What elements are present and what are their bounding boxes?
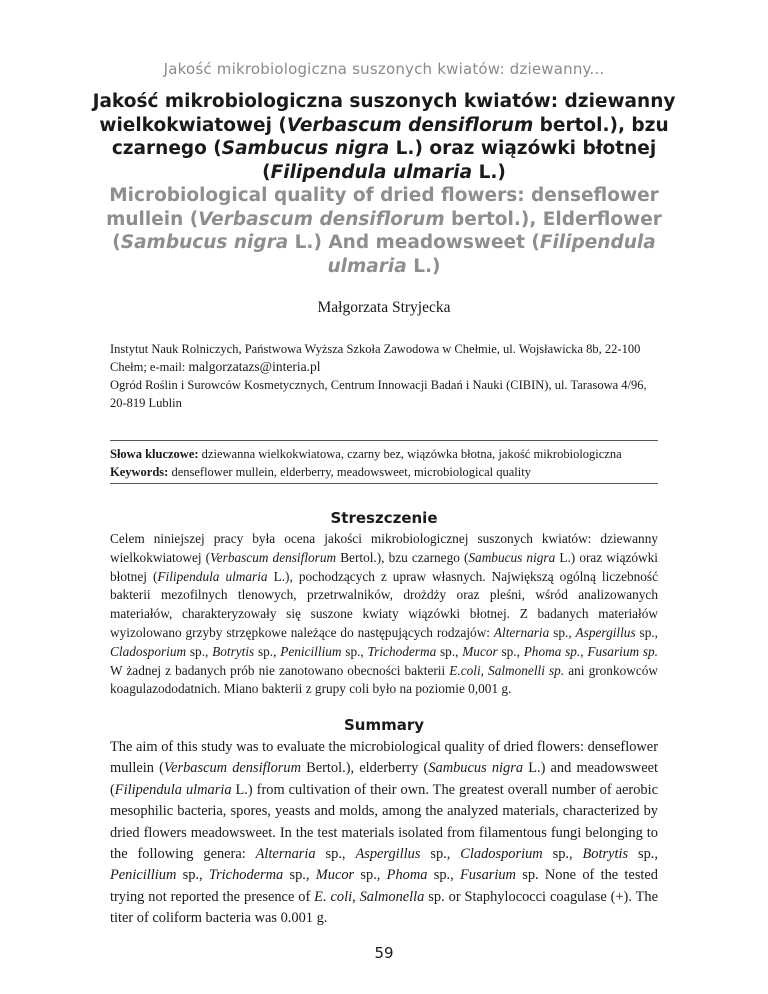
abstract-text: sp., xyxy=(436,643,463,659)
title-text: L.) xyxy=(406,255,441,277)
abstract-text: L.) and meadowsweet ( xyxy=(110,760,658,798)
species-name: E. coli xyxy=(314,888,353,905)
title-text: Microbiological quality of dried flowers: denseflower mullein ( xyxy=(106,185,659,230)
title-italic: Verbascum densiflorum xyxy=(198,208,445,230)
keywords-text: dziewanna wielkokwiatowa, czarny bez, wiązówka błotna, jakość mikrobiologiczna xyxy=(198,447,622,461)
abstract-text: ani gronkowców koagulazododatnich. Miano bakterii z grupy coli było na poziomie 0,001 g. xyxy=(110,662,658,697)
streszczenie-heading: Streszczenie xyxy=(330,509,438,527)
title-text: L.) And meadowsweet ( xyxy=(288,232,540,253)
genus-name: Trichoderma xyxy=(208,867,284,884)
abstract-text: The aim of this study was to evaluate the microbiological quality of dried flowers: denseflower mullein ( xyxy=(110,739,658,777)
author-email: malgorzatazs@interia.pl xyxy=(188,359,321,374)
abstract-text: Bertol.), bzu czarnego ( xyxy=(336,549,469,565)
species-name: E.coli, Salmonelli sp. xyxy=(449,662,565,678)
genus-name: Aspergillus xyxy=(575,624,636,640)
genus-name: Botrytis xyxy=(582,846,629,863)
keywords-block xyxy=(110,445,658,481)
species-name: Verbascum densiflorum xyxy=(163,760,301,777)
genus-name: Alternaria xyxy=(493,624,550,640)
genus-name: Penicillium xyxy=(110,867,177,884)
genus-name: Fusarium xyxy=(459,867,516,884)
page-number: 59 xyxy=(374,944,394,962)
genus-name: Mucor xyxy=(315,867,355,884)
genus-name: Cladosporium xyxy=(110,643,187,659)
abstract-text: Bertol.), elderberry ( xyxy=(300,760,429,777)
abstract-text: L.) from cultivation of their own. The greatest overall number of aerobic mesophilic bacteria, spores, yeasts and molds, among the analyzed materials, characterized by dried flowers meadowsweet. In the test materials isolated from filamentous fungi belonging to the following genera: xyxy=(110,781,658,863)
abstract-text: sp., xyxy=(635,624,659,640)
abstract-text: sp., xyxy=(186,643,213,659)
abstract-text: sp., xyxy=(497,643,524,659)
genus-name: Phoma xyxy=(386,867,428,884)
genus-name: Alternaria xyxy=(255,846,316,863)
genus-name: Cladosporium xyxy=(460,846,543,863)
title-italic: Sambucus nigra xyxy=(221,138,390,159)
title-text: Jakość mikrobiologiczna suszonych kwiatów: dziewanny wielkokwiatowej ( xyxy=(92,91,676,136)
abstract-text: sp., xyxy=(354,867,387,884)
abstract-text: sp., xyxy=(315,846,356,863)
title-italic: Filipendula ulmaria xyxy=(270,161,473,183)
author-name: Małgorzata Stryjecka xyxy=(317,299,451,316)
genus-name: Penicillium xyxy=(280,643,342,659)
streszczenie-body xyxy=(110,530,658,699)
abstract-text: sp., xyxy=(549,624,576,640)
species-name: Sambucus nigra xyxy=(468,549,556,565)
species-name: Filipendula ulmaria xyxy=(157,568,268,584)
species-name: Sambucus nigra xyxy=(428,760,524,777)
title-text: bertol.), bzu czarnego ( xyxy=(111,114,669,159)
title-polish xyxy=(90,90,678,184)
genus-name: Phoma sp., Fusarium sp. xyxy=(523,643,658,659)
affiliation xyxy=(110,340,658,412)
abstract-text: L.) oraz wiązówki błotnej ( xyxy=(110,549,658,584)
abstract-text: sp., xyxy=(420,846,461,863)
genus-name: Botrytis xyxy=(212,643,255,659)
abstract-text: sp., xyxy=(341,643,368,659)
genus-name: Aspergillus xyxy=(355,846,421,863)
species-name: Filipendula ulmaria xyxy=(114,781,232,798)
abstract-text: sp. None of the tested trying not reported the presence of xyxy=(110,867,658,905)
abstract-text: L.), pochodzących z upraw własnych. Największą ogólną liczebność bakterii mezofilnych tlenowych, przetrwalników, drożdży oraz pleśni, wśród analizowanych materiałów, charakteryzowały się suszone kwiaty wiązówki błotnej. Z badanych materiałów wyizolowano grzyby strzępkowe należące do następujących rodzajów: xyxy=(110,568,658,640)
divider-top xyxy=(110,440,658,441)
affiliation-text: Ogród Roślin i Surowców Kosmetycznych, Centrum Innowacji Badań i Nauki (CIBIN), ul. Tarasowa 4/96, 20-819 Lublin xyxy=(110,378,647,410)
keywords-label: Keywords: xyxy=(110,465,169,479)
genus-name: Trichoderma xyxy=(367,643,437,659)
abstract-text: sp., xyxy=(254,643,281,659)
title-text: L.) oraz wiązówki błotnej ( xyxy=(262,138,657,183)
abstract-text: Celem niniejszej pracy była ocena jakości mikrobiologicznej suszonych kwiatów: dziewanny wielkokwiatowej ( xyxy=(110,531,658,565)
abstract-text: sp., xyxy=(628,846,658,863)
abstract-text: sp., xyxy=(542,846,583,863)
running-header: Jakość mikrobiologiczna suszonych kwiatów: dziewanny... xyxy=(163,60,605,78)
summary-heading: Summary xyxy=(343,716,425,734)
title-text: L.) xyxy=(472,161,506,183)
abstract-text: , xyxy=(352,888,360,905)
abstract-text: sp. or Staphylococci coagulase (+). The titer of coliform bacteria was 0.001 g. xyxy=(110,888,658,927)
abstract-text: W żadnej z badanych prób nie zanotowano obecności bakterii xyxy=(110,662,450,678)
abstract-text: sp., xyxy=(283,867,316,884)
title-text: bertol.), Elderflower ( xyxy=(112,208,662,253)
keywords-text: denseflower mullein, elderberry, meadowsweet, microbiological quality xyxy=(168,465,531,479)
title-italic: Verbascum densiflorum xyxy=(286,114,534,136)
species-name: Salmonella xyxy=(359,888,425,905)
genus-name: Mucor xyxy=(462,643,498,659)
title-english xyxy=(90,184,678,278)
keywords-polish xyxy=(110,445,658,463)
affiliation-text: Instytut Nauk Rolniczych, Państwowa Wyższa Szkoła Zawodowa w Chełmie, ul. Wojsławicka 8b, 22-100 Chełm; e-mail: xyxy=(110,342,641,374)
abstract-text: sp., xyxy=(427,867,460,884)
keywords-label: Słowa kluczowe: xyxy=(110,447,199,461)
divider-bottom xyxy=(110,483,658,484)
summary-body xyxy=(110,737,658,930)
species-name: Verbascum densiflorum xyxy=(210,549,337,565)
keywords-english xyxy=(110,463,658,481)
title-italic: Sambucus nigra xyxy=(120,232,289,253)
title-italic: Filipendula ulmaria xyxy=(327,232,656,277)
abstract-text: sp., xyxy=(176,867,209,884)
